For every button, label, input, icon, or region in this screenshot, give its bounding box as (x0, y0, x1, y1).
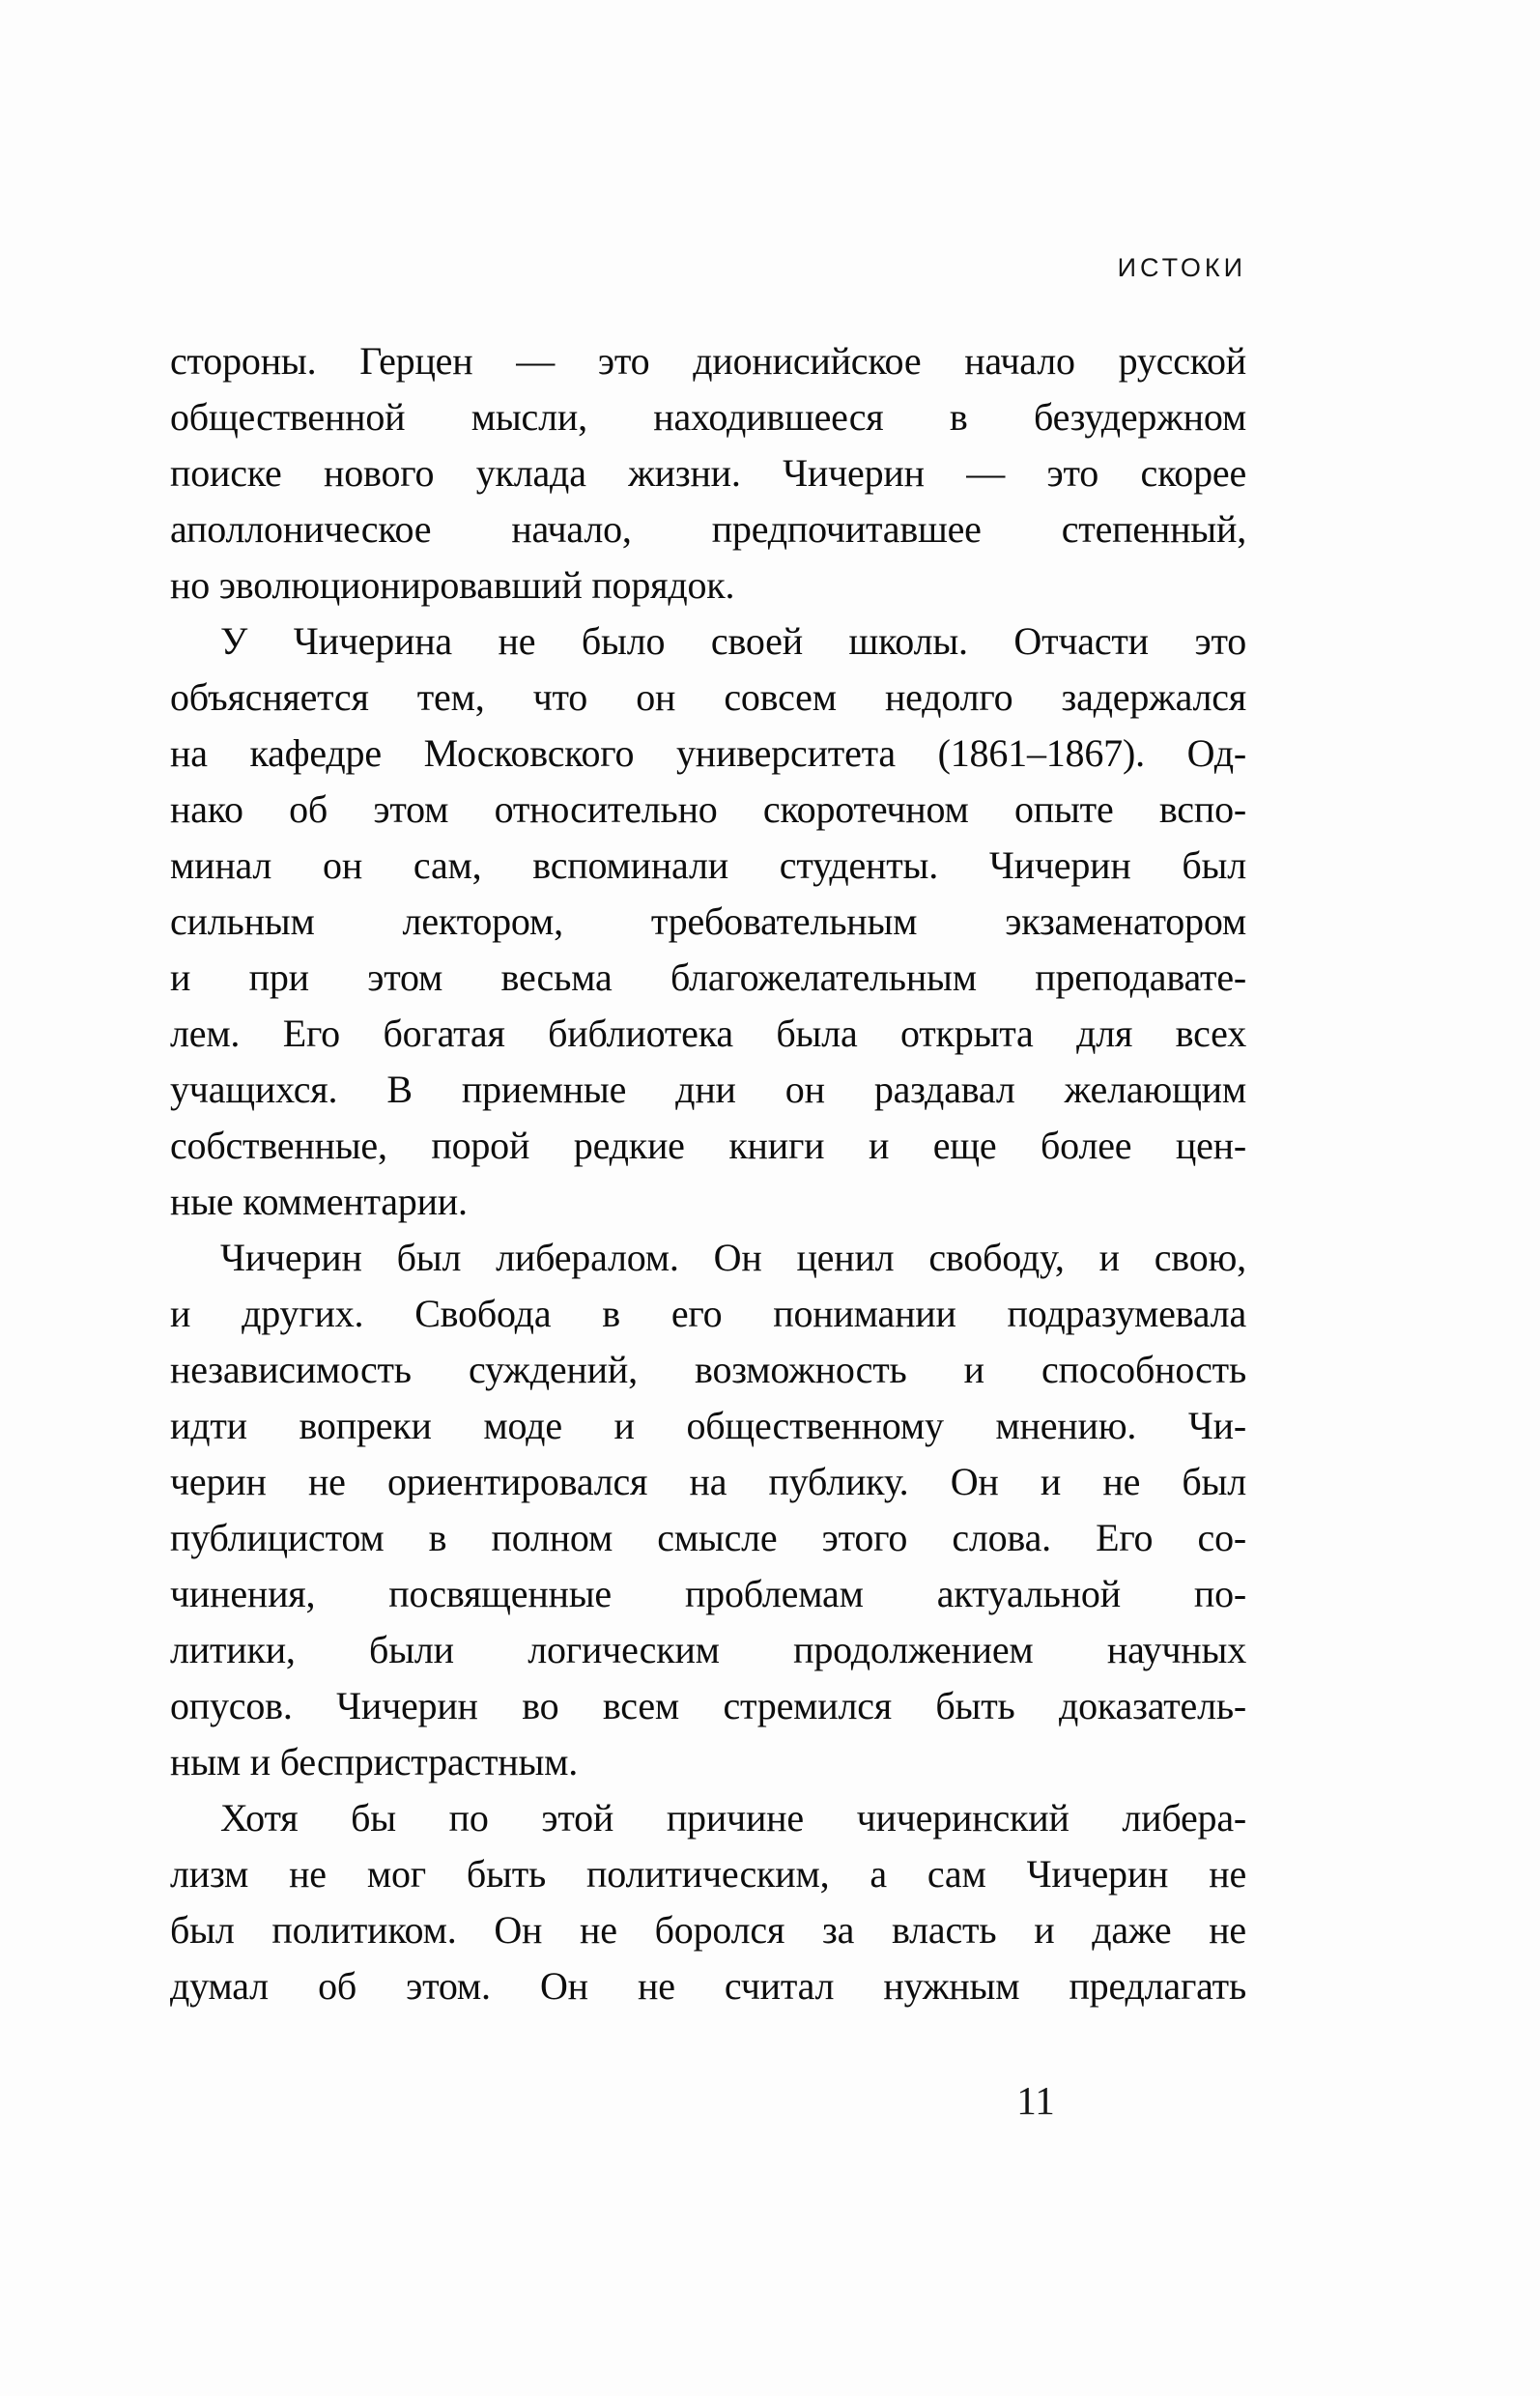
text-line: собственные, порой редкие книги и еще более цен- (170, 1124, 1246, 1167)
text-line: чинения, посвященные проблемам актуальной по- (170, 1572, 1246, 1615)
text-line: лизм не мог быть политическим, а сам Чичерин не (170, 1852, 1246, 1896)
body-text (170, 333, 1246, 2014)
running-head: ИСТОКИ (1117, 253, 1246, 282)
text-line: ные комментарии. (170, 1180, 468, 1223)
text-line: литики, были логическим продолжением научных (170, 1628, 1246, 1671)
text-line: нако об этом относительно скоротечном опыте вспо- (170, 787, 1246, 831)
text-line: был политиком. Он не боролся за власть и даже не (170, 1908, 1246, 1952)
text-line: и при этом весьма благожелательным преподавате- (170, 956, 1246, 999)
text-line: лем. Его богатая библиотека была открыта для всех (170, 1012, 1246, 1055)
text-line: сильным лектором, требовательным экзаменатором (170, 899, 1246, 943)
text-line: поиске нового уклада жизни. Чичерин — это скорее (170, 451, 1246, 495)
text-line: публицистом в полном смысле этого слова. Его со- (170, 1516, 1246, 1559)
text-line: Чичерин был либералом. Он ценил свободу, и свою, (220, 1236, 1246, 1279)
text-line: аполлоническое начало, предпочитавшее степенный, (170, 507, 1246, 551)
text-line: идти вопреки моде и общественному мнению. Чи- (170, 1404, 1246, 1447)
text-line: У Чичерина не было своей школы. Отчасти это (220, 619, 1246, 663)
page-number: 11 (1016, 2078, 1055, 2123)
text-line: минал он сам, вспоминали студенты. Чичерин был (170, 843, 1246, 887)
text-line: на кафедре Московского университета (1861–1867). Од- (170, 731, 1246, 775)
text-line: Хотя бы по этой причине чичеринский либера- (220, 1796, 1246, 1840)
text-line: ным и беспристрастным. (170, 1740, 579, 1783)
text-line: черин не ориентировался на публику. Он и не был (170, 1460, 1246, 1503)
text-line: но эволюционировавший порядок. (170, 563, 735, 607)
text-line: общественной мысли, находившееся в безудержном (170, 395, 1246, 439)
text-line: и других. Свобода в его понимании подразумевала (170, 1292, 1246, 1335)
text-line: учащихся. В приемные дни он раздавал желающим (170, 1068, 1246, 1111)
text-line: объясняется тем, что он совсем недолго задержался (170, 675, 1246, 719)
text-line: думал об этом. Он не считал нужным предлагать (170, 1964, 1246, 2008)
text-line: независимость суждений, возможность и способность (170, 1348, 1246, 1391)
text-line: опусов. Чичерин во всем стремился быть доказатель- (170, 1684, 1246, 1727)
text-line: стороны. Герцен — это дионисийское начало русской (170, 339, 1246, 383)
